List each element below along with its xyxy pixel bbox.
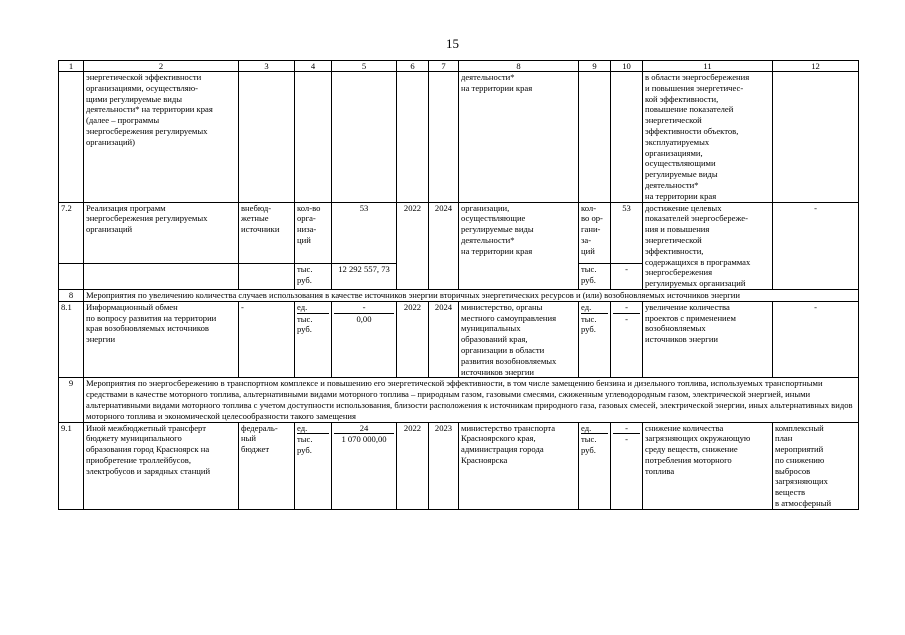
- expected-result: [643, 202, 773, 289]
- text-line: организациями, осуществляю-: [86, 82, 199, 93]
- text-line: ций: [581, 245, 595, 256]
- section-title: Мероприятия по энергосбережению в транспортном комплексе и повышению его энергетической эффективности, в том числе замещению бензина и дизельного топлива, используемых транспортными средствами в качестве моторного топлива, альтернативными видами моторного топлива – природным газом, газовыми смесями, сжиженным углеводородным газом, электрической энергией, иными альтернативными видами моторного топлива с учетом доступности использования, близости расположения к источникам природного газа, газовых смесей, электрической энергии, иных альтернативных видов моторного топлива и экономической целесообразности такого замещения: [84, 378, 859, 422]
- text-line: на территории края: [461, 245, 533, 256]
- table-row-8-1: [59, 301, 859, 378]
- text-line: бюджету муниципального: [86, 433, 182, 444]
- text-line: энергетической: [645, 115, 702, 126]
- text-line: и повышения энергетичес-: [645, 82, 744, 93]
- funding-source: [239, 422, 295, 509]
- text-line: план: [775, 433, 793, 444]
- text-line: эффективности,: [645, 245, 704, 256]
- unit-money: [295, 264, 332, 289]
- text-line: организаций: [86, 224, 133, 235]
- text-line: руб.: [581, 445, 596, 456]
- executor: [459, 422, 579, 509]
- text-line: федераль-: [241, 422, 278, 433]
- text-line: тыс.: [581, 264, 597, 275]
- text-line: выбросов: [775, 465, 811, 476]
- col-header: 11: [643, 61, 773, 72]
- text-line: потребления моторного: [645, 454, 732, 465]
- units: [579, 422, 611, 509]
- text-line: повышение показателей: [645, 104, 734, 115]
- text-line: (далее – программы: [86, 115, 160, 126]
- units: [295, 422, 332, 509]
- row-number: 9.1: [59, 422, 84, 509]
- text-line: тыс.: [297, 434, 313, 445]
- col-header: 5: [332, 61, 397, 72]
- col-header: 2: [84, 61, 239, 72]
- text-line: на территории края: [645, 190, 717, 201]
- text-line: возобновляемых: [645, 323, 706, 334]
- col-header: 10: [611, 61, 643, 72]
- table-row-9-1: [59, 422, 859, 509]
- text-line: ный: [241, 433, 256, 444]
- col-header: 1: [59, 61, 84, 72]
- expected-result: [643, 422, 773, 509]
- end-year: 2024: [429, 202, 459, 289]
- text-line: щими регулируемые виды: [86, 93, 183, 104]
- text-line: образования город Красноярск на: [86, 444, 210, 455]
- text-line: тыс.: [581, 313, 597, 324]
- text-line: регулируемых организаций: [645, 278, 746, 289]
- text-line: снижение количества: [645, 422, 724, 433]
- col-header: 12: [773, 61, 859, 72]
- text-line: края возобновляемых источников: [86, 323, 209, 334]
- funding-source: [239, 202, 295, 264]
- values: 24 1 070 000,00: [332, 422, 397, 509]
- text-line: ед.: [297, 301, 308, 312]
- col-header: 9: [579, 61, 611, 72]
- text-line: содержащихся в программах: [645, 256, 751, 267]
- text-line: низа-: [297, 224, 317, 235]
- unit-count: [579, 202, 611, 264]
- start-year: 2022: [397, 422, 429, 509]
- text-line: среду веществ, снижение: [645, 444, 738, 455]
- text-line: внебюд-: [241, 202, 272, 213]
- header-row: [59, 61, 859, 72]
- executor: [459, 301, 579, 378]
- expected-result: [643, 301, 773, 378]
- executor: [459, 202, 579, 289]
- text-line: показателей энергосбереже-: [645, 213, 748, 224]
- text-line: источников энергии: [645, 334, 719, 345]
- col-header: 4: [295, 61, 332, 72]
- text-line: ед.: [581, 422, 592, 433]
- col-header: 8: [459, 61, 579, 72]
- note: [773, 422, 859, 509]
- text-line: Красноярского края,: [461, 433, 536, 444]
- text-line: источников энергии: [461, 366, 535, 377]
- measure-name: [84, 301, 239, 378]
- start-year: 2022: [397, 202, 429, 289]
- text-line: веществ: [775, 487, 806, 498]
- col-header: 6: [397, 61, 429, 72]
- text-line: в атмосферный: [775, 498, 832, 509]
- text-line: энергетической: [645, 234, 702, 245]
- page-number: 15: [446, 36, 459, 51]
- measures-table: [58, 60, 859, 510]
- text-line: министерство транспорта: [461, 422, 556, 433]
- text-line: энергии: [86, 334, 116, 345]
- text-line: по снижению: [775, 454, 825, 465]
- text-line: тыс.: [297, 313, 313, 324]
- text-line: эффективности объектов,: [645, 125, 739, 136]
- text-line: организаций): [86, 136, 135, 147]
- text-line: осуществляющими: [645, 158, 716, 169]
- section-number: 9: [59, 378, 84, 422]
- text-line: Реализация программ: [86, 202, 166, 213]
- measure-name: [84, 422, 239, 509]
- col-header: 7: [429, 61, 459, 72]
- text-line: в области энергосбережения: [645, 72, 750, 82]
- unit-count: [295, 202, 332, 264]
- text-line: Информационный обмен: [86, 301, 178, 312]
- units: [579, 301, 611, 378]
- text-line: организациями,: [645, 147, 703, 158]
- text-line: энергосбережения: [645, 267, 713, 278]
- text-line: ния и повышения: [645, 224, 710, 235]
- section-title: Мероприятия по увеличению количества случаев использования в качестве источников энергии вторичных энергетических ресурсов и (или) возобновляемых источников энергии: [84, 289, 859, 301]
- text-line: приобретение троллейбусов,: [86, 454, 191, 465]
- text-line: кол-: [581, 202, 597, 213]
- section-row-9: [59, 378, 859, 422]
- text-line: орга-: [297, 213, 316, 224]
- start-year: 2022: [397, 301, 429, 378]
- value-money: 12 292 557, 73: [332, 264, 397, 289]
- text-line: деятельности*: [461, 72, 515, 82]
- text-line: кой эффективности,: [645, 93, 719, 104]
- text-line: администрация города: [461, 444, 544, 455]
- text-line: Красноярска: [461, 454, 508, 465]
- end-year: 2023: [429, 422, 459, 509]
- text-line: муниципальных: [461, 323, 521, 334]
- text-line: за-: [581, 234, 592, 245]
- units: [295, 301, 332, 378]
- measure-name: [84, 72, 239, 203]
- values: - -: [611, 422, 643, 509]
- section-number: 8: [59, 289, 84, 301]
- text-line: по вопросу развития на территории: [86, 312, 217, 323]
- values: - 0,00: [332, 301, 397, 378]
- unit-money: [579, 264, 611, 289]
- table-row-7-2: [59, 202, 859, 264]
- text-line: местного самоуправления: [461, 312, 557, 323]
- text-line: увеличение количества: [645, 301, 730, 312]
- text-line: загрязняющих окружающую: [645, 433, 751, 444]
- text-line: кол-во: [297, 202, 321, 213]
- value-count: 53: [611, 202, 643, 264]
- text-line: регулируемые виды: [645, 169, 718, 180]
- text-line: жетные: [241, 213, 269, 224]
- text-line: топлива: [645, 465, 675, 476]
- text-line: развития возобновляемых: [461, 355, 557, 366]
- row-number: 8.1: [59, 301, 84, 378]
- text-line: осуществляющие: [461, 213, 526, 224]
- executor: [459, 72, 579, 203]
- text-line: электробусов и зарядных станций: [86, 465, 211, 476]
- text-line: ций: [297, 234, 311, 245]
- funding-source: -: [239, 301, 295, 378]
- row-number: 7.2: [59, 202, 84, 264]
- value-count: 53: [332, 202, 397, 264]
- text-line: во ор-: [581, 213, 603, 224]
- text-line: на территории края: [461, 82, 533, 93]
- text-line: регулируемые виды: [461, 224, 534, 235]
- col-header: 3: [239, 61, 295, 72]
- text-line: энергосбережения регулируемых: [86, 213, 208, 224]
- text-line: тыс.: [297, 264, 313, 275]
- text-line: источники: [241, 224, 280, 235]
- text-line: руб.: [297, 275, 312, 286]
- text-line: эксплуатируемых: [645, 136, 710, 147]
- text-line: организации в области: [461, 344, 545, 355]
- note: -: [773, 202, 859, 289]
- section-row-8: [59, 289, 859, 301]
- text-line: деятельности*: [645, 179, 699, 190]
- text-line: ед.: [581, 301, 592, 312]
- text-line: достижение целевых: [645, 202, 722, 213]
- text-line: тыс.: [581, 434, 597, 445]
- text-line: гани-: [581, 224, 601, 235]
- text-line: ед.: [297, 422, 308, 433]
- text-line: руб.: [297, 445, 312, 456]
- text-line: энергетической эффективности: [86, 72, 202, 82]
- text-line: бюджет: [241, 444, 270, 455]
- end-year: 2024: [429, 301, 459, 378]
- text-line: руб.: [581, 324, 596, 335]
- values: - -: [611, 301, 643, 378]
- text-line: деятельности* на территории края: [86, 104, 213, 115]
- text-line: руб.: [297, 324, 312, 335]
- value-money: -: [611, 264, 643, 289]
- text-line: энергосбережения регулируемых: [86, 125, 208, 136]
- text-line: руб.: [581, 275, 596, 286]
- text-line: мероприятий: [775, 444, 824, 455]
- text-line: проектов с применением: [645, 312, 736, 323]
- expected-result: [643, 72, 773, 203]
- text-line: министерство, органы: [461, 301, 543, 312]
- text-line: комплексный: [775, 422, 824, 433]
- table-row-continuation: [59, 72, 859, 203]
- text-line: организации,: [461, 202, 510, 213]
- text-line: деятельности*: [461, 234, 515, 245]
- note: -: [773, 301, 859, 378]
- text-line: образований края,: [461, 334, 528, 345]
- text-line: Иной межбюджетный трансферт: [86, 422, 206, 433]
- measure-name: [84, 202, 239, 264]
- text-line: загрязняющих: [775, 476, 828, 487]
